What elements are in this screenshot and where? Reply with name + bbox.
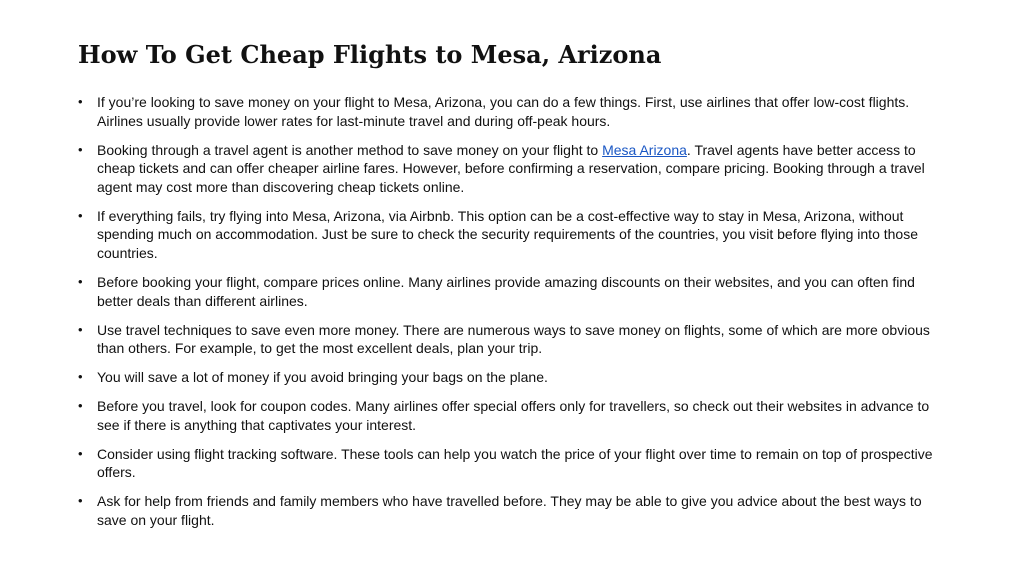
bullet-list [78,93,948,529]
bullet-marker: • [78,141,83,157]
bullet-marker: • [78,321,83,337]
bullet-text: Consider using flight tracking software. These tools can help you watch the price of your flight over time to remain on top of prospective offers. [97,445,933,481]
bullet-item-7 [78,397,948,434]
bullet-item-3 [78,207,948,263]
bullet-text: Before you travel, look for coupon codes. Many airlines offer special offers only for travellers, so check out their websites in advance to see if there is anything that captivates your interest. [97,398,930,433]
bullet-item-9 [78,492,948,529]
bullet-text: Use travel techniques to save even more money. There are numerous ways to save money on flights, some of which are more obvious than others. For example, to get the most excellent deals, plan your trip. [97,321,930,357]
bullet-text-after-link: . Travel agents have better access to cheap tickets and can offer cheaper airline fares. However, before confirming a reservation, compare pricing. Booking through a travel agent may cost more than discovering cheap tickets online. [97,141,925,195]
bullet-marker: • [78,493,83,509]
bullet-marker: • [78,273,83,289]
bullet-text: You will save a lot of money if you avoid bringing your bags on the plane. [97,369,548,386]
bullet-marker: • [78,207,83,223]
bullet-item-1 [78,93,948,130]
bullet-item-8 [78,445,948,482]
bullet-marker: • [78,445,83,461]
bullet-text: If you’re looking to save money on your flight to Mesa, Arizona, you can do a few things. First, use airlines that offer low-cost flights. Airlines usually provide lower rates for last-minute travel and during off-peak hours. [97,94,910,129]
bullet-item-5 [78,321,948,358]
bullet-marker: • [78,94,83,109]
bullet-text: If everything fails, try flying into Mesa, Arizona, via Airbnb. This option can be a cost-effective way to stay in Mesa, Arizona, without spending much on accommodation. Just be sure to check the security requirements of the countries, you visit before flying into those countries. [97,207,918,261]
mesa-arizona-link[interactable]: Mesa Arizona [602,141,687,158]
slide-title: How To Get Cheap Flights to Mesa, Arizona [78,40,662,69]
bullet-marker: • [78,398,83,414]
bullet-item-6 [78,368,948,387]
bullet-text-before-link: Booking through a travel agent is another method to save money on your flight to [97,141,603,158]
bullet-item-4 [78,273,948,310]
bullet-marker: • [78,369,83,385]
bullet-item-2 [78,141,948,197]
bullet-text: Ask for help from friends and family members who have travelled before. They may be able to give you advice about the best ways to save on your flight. [97,493,922,528]
bullet-text: Before booking your flight, compare prices online. Many airlines provide amazing discounts on their websites, and you can often find better deals than different airlines. [97,273,915,309]
